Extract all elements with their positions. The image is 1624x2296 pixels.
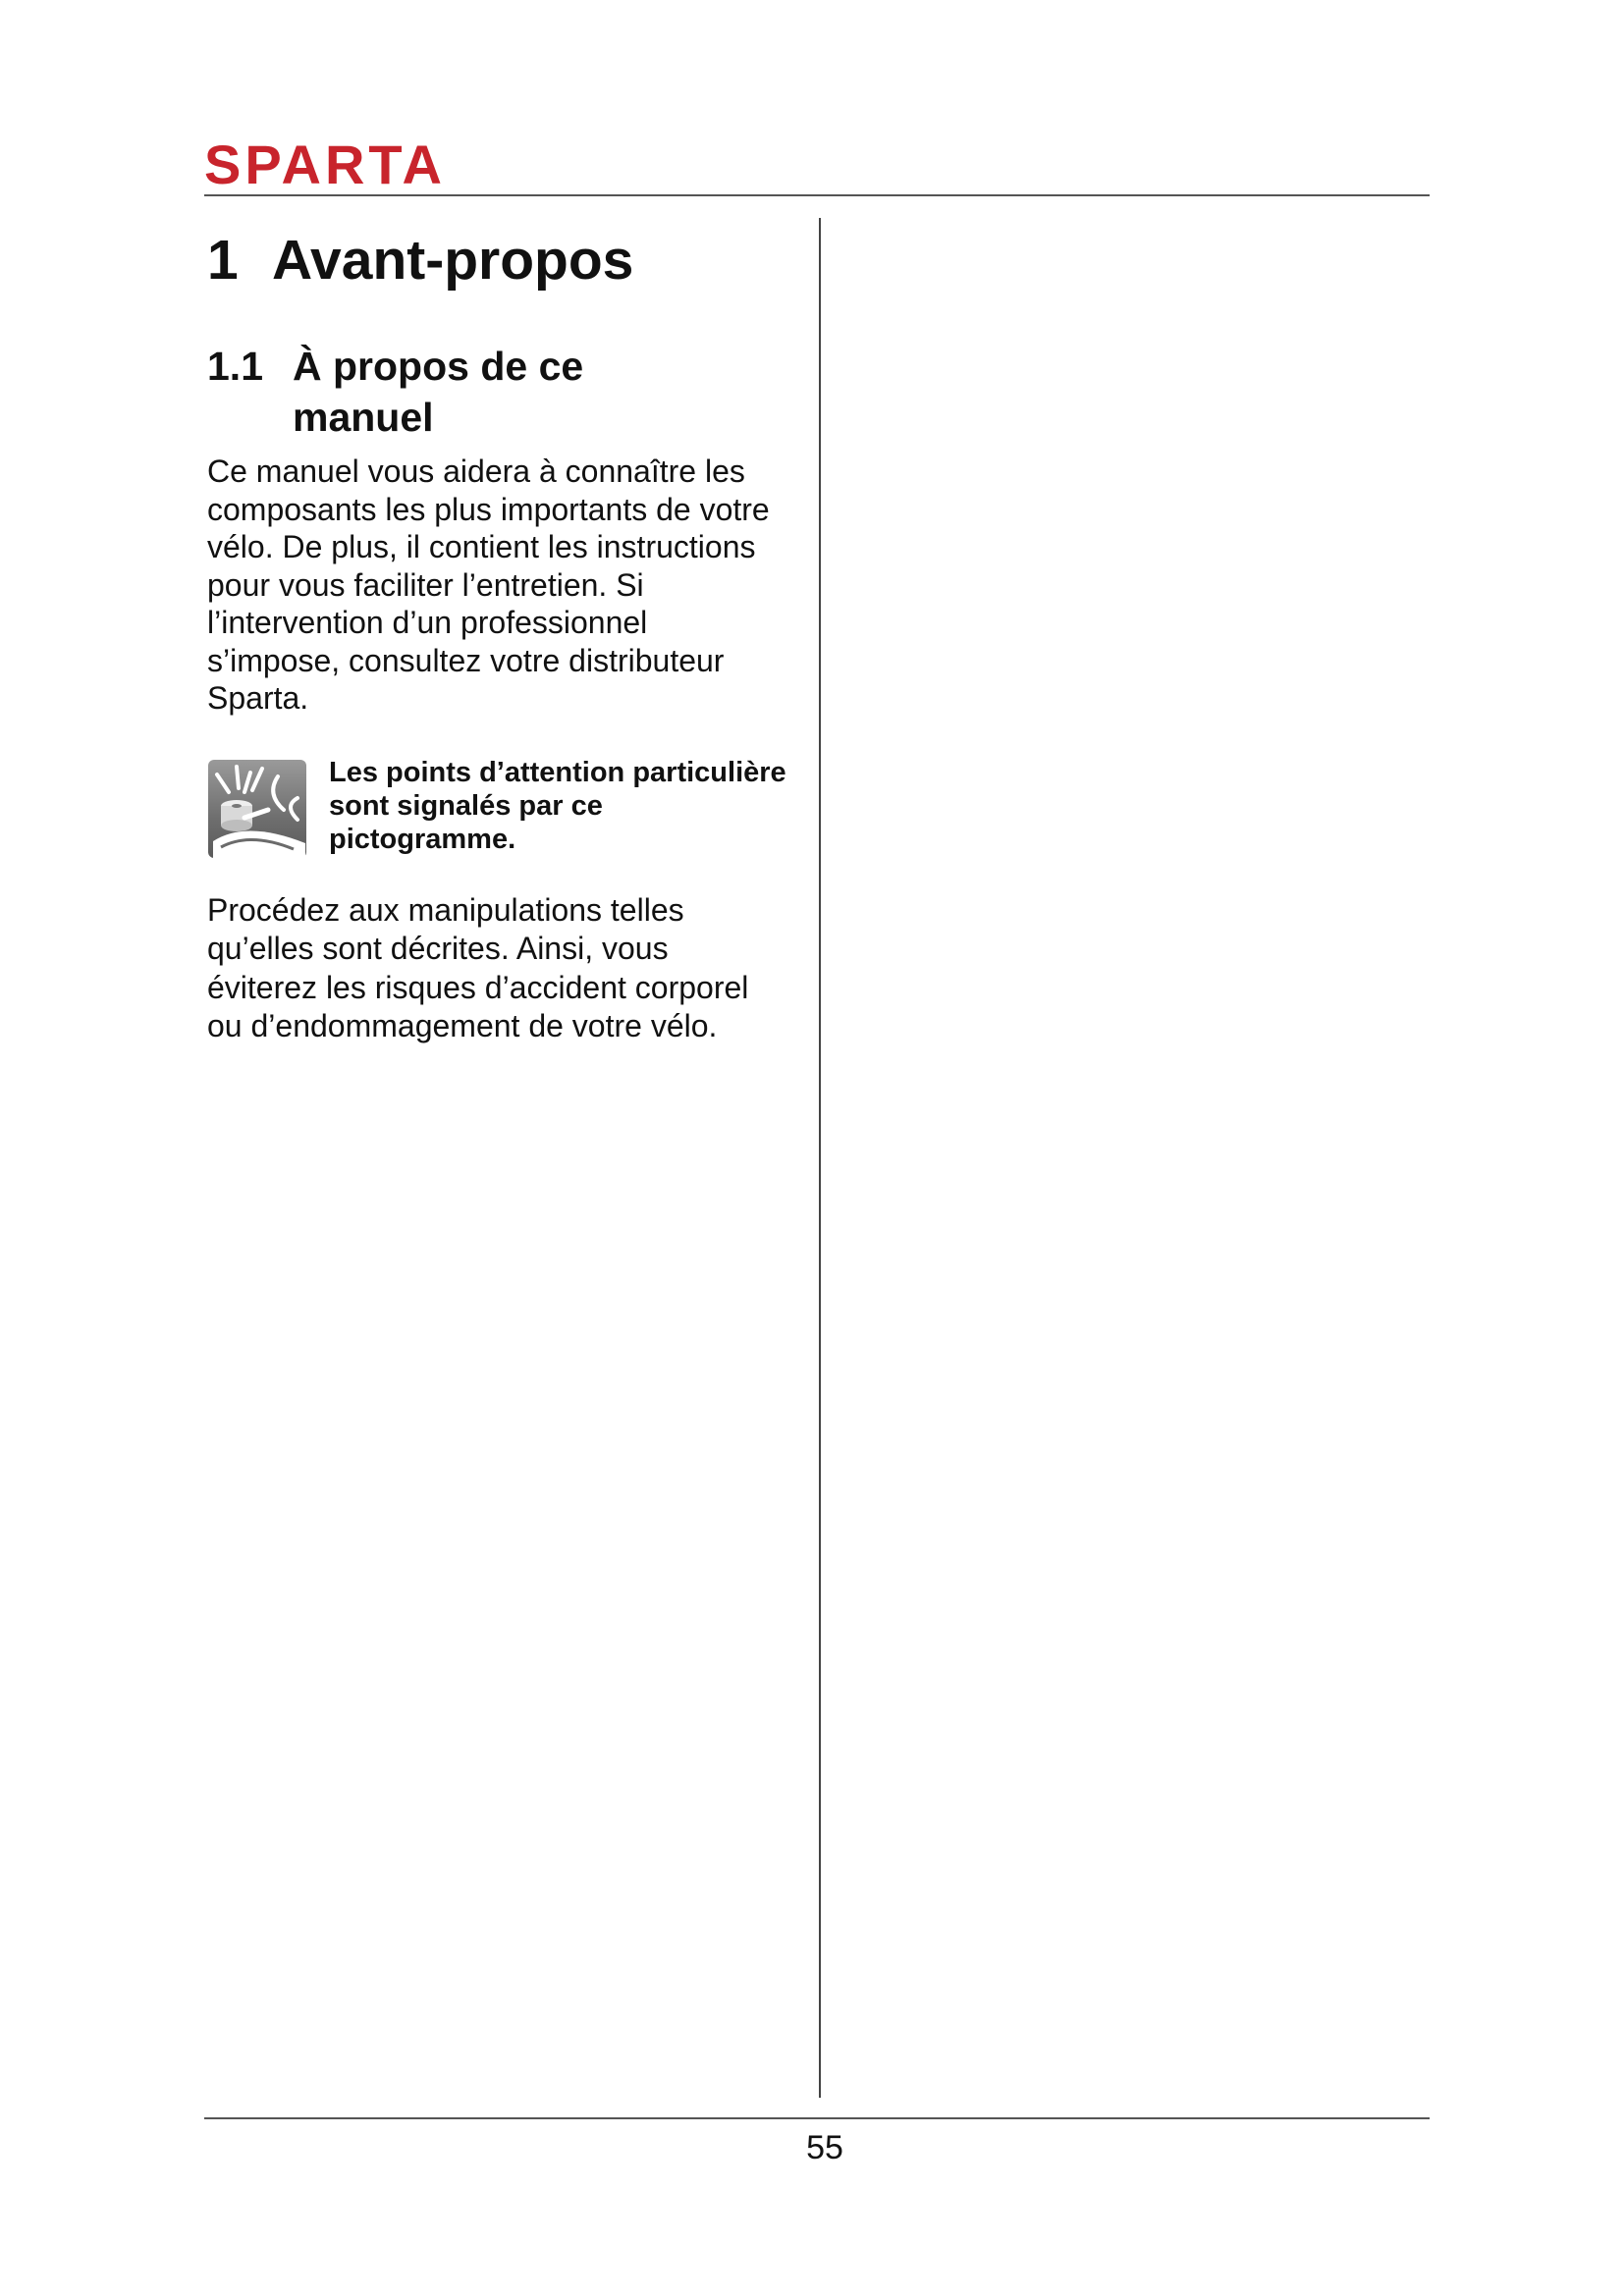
chapter-heading bbox=[207, 221, 786, 299]
header-rule bbox=[204, 194, 1430, 196]
attention-note bbox=[207, 756, 786, 859]
left-column bbox=[207, 221, 786, 1046]
intro-paragraph: Ce manuel vous aidera à connaître les composants les plus importants de votre vélo. De plus, il contient les instructions pour vous faciliter l’entretien. Si l’intervention d’un professionnel s’impose, consultez votre distributeur Sparta. bbox=[207, 454, 770, 716]
attention-note-text: Les points d’attention particulière sont signalés par ce pictogramme. bbox=[329, 756, 786, 855]
instructions-paragraph: Procédez aux manipulations telles qu’elles sont décrites. Ainsi, vous éviterez les risques d’accident corporel ou d’endommagement de votre vélo. bbox=[207, 891, 749, 1043]
attention-pictogram-icon bbox=[207, 759, 307, 859]
page-number: 55 bbox=[806, 2129, 843, 2166]
section-title: À propos de ce manuel bbox=[293, 344, 584, 440]
section-heading bbox=[207, 341, 786, 443]
column-divider bbox=[819, 218, 821, 2098]
footer-rule bbox=[204, 2117, 1430, 2119]
chapter-number: 1 bbox=[207, 229, 239, 292]
sparta-logo: SPARTA bbox=[204, 133, 446, 195]
section-number: 1.1 bbox=[207, 344, 263, 389]
chapter-title: Avant-propos bbox=[272, 229, 634, 292]
